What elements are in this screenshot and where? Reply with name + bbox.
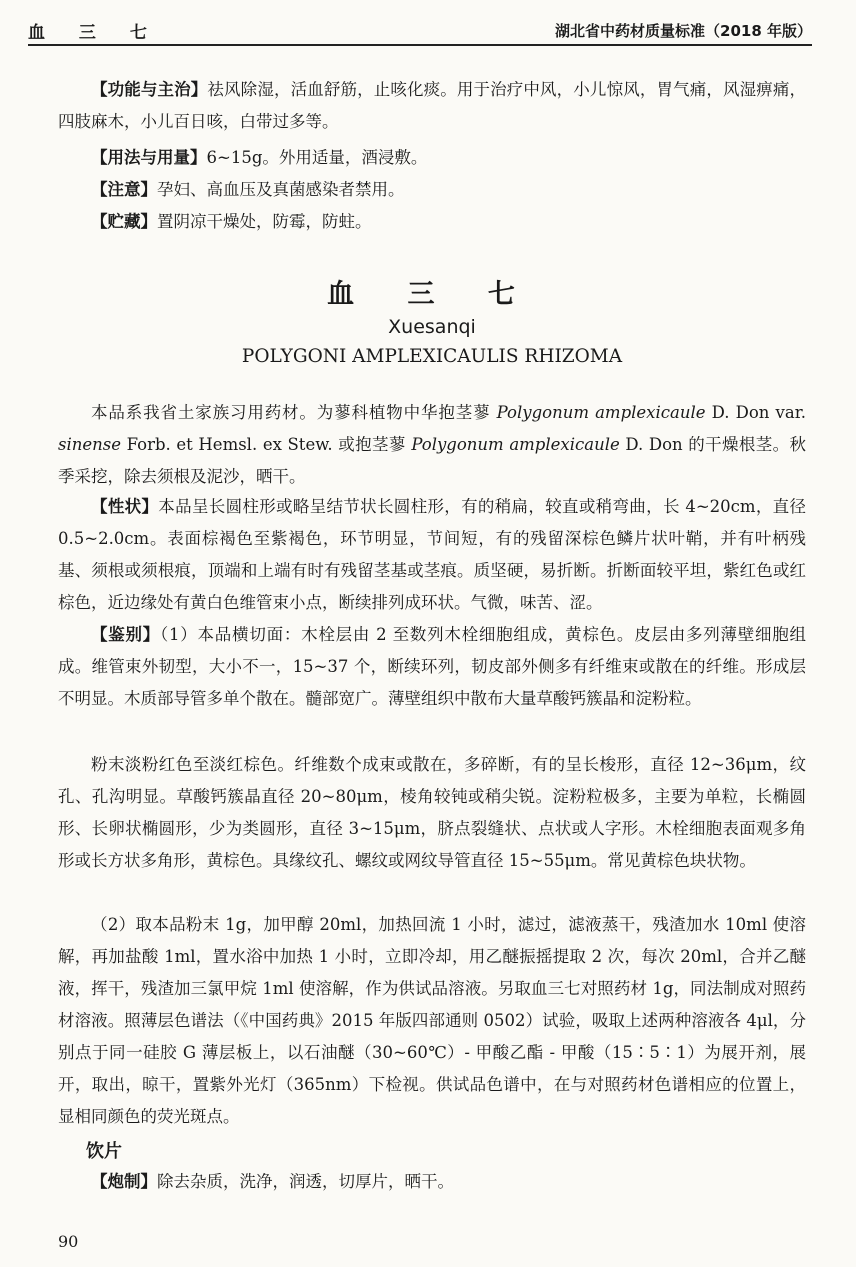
prev-function-paragraph bbox=[58, 74, 806, 138]
identification-2-paragraph bbox=[58, 909, 806, 1133]
note-text: 孕妇、高血压及真菌感染者禁用。 bbox=[157, 180, 405, 199]
storage-label: 【贮藏】 bbox=[91, 212, 157, 231]
slices-heading: 饮片 bbox=[86, 1141, 122, 1162]
usage-label: 【用法与用量】 bbox=[91, 148, 207, 167]
description-paragraph bbox=[58, 491, 806, 619]
monograph-title: 血 三 七 bbox=[327, 279, 537, 310]
intro-text-4: D. Don 的干燥根茎。秋季采挖，除去须根及泥沙，晒干。 bbox=[58, 435, 806, 486]
intro-text-3: Forb. et Hemsl. ex Stew. 或抱茎蓼 bbox=[121, 435, 412, 454]
usage-text: 6~15g。外用适量，酒浸敷。 bbox=[206, 148, 428, 167]
storage-text: 置阴凉干燥处，防霉，防蛀。 bbox=[157, 212, 372, 231]
description-label: 【性状】 bbox=[91, 497, 159, 516]
intro-text-1: 本品系我省土家族习用药材。为蓼科植物中华抱茎蓼 bbox=[91, 403, 497, 422]
note-label: 【注意】 bbox=[91, 180, 157, 199]
identification-1-text: （1）本品横切面：木栓层由 2 至数列木栓细胞组成，黄棕色。皮层由多列薄壁细胞组成。维管束外韧型，大小不一，15~37 个，断续环列，韧皮部外侧多有纤维束或散在的纤维。形成层不明显。木质部导管多单个散在。髓部宽广。薄壁组织中散布大量草酸钙簇晶和淀粉粒。 bbox=[58, 625, 806, 708]
description-text: 本品呈长圆柱形或略呈结节状长圆柱形，有的稍扁，较直或稍弯曲，长 4~20cm，直径 0.5~2.0cm。表面棕褐色至紫褐色，环节明显，节间短，有的残留深棕色鳞片状叶鞘，并有叶柄残基、须根或须根痕，顶端和上端有时有残留茎基或茎痕。质坚硬，易折断。折断面较平坦，紫红色或红棕色，近边缘处有黄白色维管束小点，断续排列成环状。气微，味苦、涩。 bbox=[58, 497, 807, 612]
intro-paragraph bbox=[58, 397, 806, 493]
powder-text: 粉末淡粉红色至淡红棕色。纤维数个成束或散在，多碎断，有的呈长梭形，直径 12~36μm，纹孔、孔沟明显。草酸钙簇晶直径 20~80μm，棱角较钝或稍尖锐。淀粉粒极多，主要为单粒，长椭圆形、长卵状椭圆形，少为类圆形，直径 3~15μm，脐点裂缝状、点状或人字形。木栓细胞表面观多角形或长方状多角形，黄棕色。具缘纹孔、螺纹或网纹导管直径 15~55μm。常见黄棕色块状物。 bbox=[58, 755, 806, 870]
function-label: 【功能与主治】 bbox=[91, 80, 208, 99]
prev-note-paragraph bbox=[58, 174, 806, 206]
monograph-pinyin: Xuesanqi bbox=[388, 316, 476, 338]
identification-label: 【鉴别】 bbox=[91, 625, 161, 644]
processing-text: 除去杂质，洗净，润透，切厚片，晒干。 bbox=[157, 1172, 454, 1191]
species-name-1: Polygonum amplexicaule bbox=[496, 403, 706, 422]
intro-text-2: D. Don var. bbox=[705, 403, 807, 422]
processing-label: 【炮制】 bbox=[91, 1172, 157, 1191]
prev-usage-paragraph bbox=[58, 142, 806, 174]
page-number: 90 bbox=[58, 1232, 79, 1251]
function-text: 祛风除湿，活血舒筋，止咳化痰。用于治疗中风，小儿惊风，胃气痛，风湿痹痛，四肢麻木，小儿百日咳，白带过多等。 bbox=[58, 80, 807, 131]
running-header bbox=[28, 14, 812, 46]
species-name-2: Polygonum amplexicaule bbox=[411, 435, 620, 454]
identification-2-text: （2）取本品粉末 1g，加甲醇 20ml，加热回流 1 小时，滤过，滤液蒸干，残渣加水 10ml 使溶解，再加盐酸 1ml，置水浴中加热 1 小时，立即冷却，用乙醚振摇提取 2 次，每次 20ml，合并乙醚液，挥干，残渣加三氯甲烷 1ml 使溶解，作为供试品溶液。另取血三七对照药材 1g，同法制成对照药材溶液。照薄层色谱法（《中国药典》2015 年版四部通则 0502）试验，吸取上述两种溶液各 4μl，分别点于同一硅胶 G 薄层板上，以石油醚（30~60℃）- 甲酸乙酯 - 甲酸（15∶5∶1）为展开剂，展开，取出，晾干，置紫外光灯（365nm）下检视。供试品色谱中，在与对照药材色谱相应的位置上，显相同颜色的荧光斑点。 bbox=[58, 915, 806, 1126]
prev-storage-paragraph bbox=[58, 206, 806, 238]
processing-paragraph bbox=[58, 1166, 806, 1198]
header-monograph-name: 血 三 七 bbox=[28, 23, 161, 43]
identification-1-paragraph bbox=[58, 619, 806, 715]
monograph-latin-name: POLYGONI AMPLEXICAULIS RHIZOMA bbox=[241, 346, 623, 367]
header-book-title: 湖北省中药材质量标准（2018 年版） bbox=[555, 22, 812, 40]
powder-paragraph bbox=[58, 749, 806, 877]
variety-name: sinense bbox=[58, 435, 121, 454]
